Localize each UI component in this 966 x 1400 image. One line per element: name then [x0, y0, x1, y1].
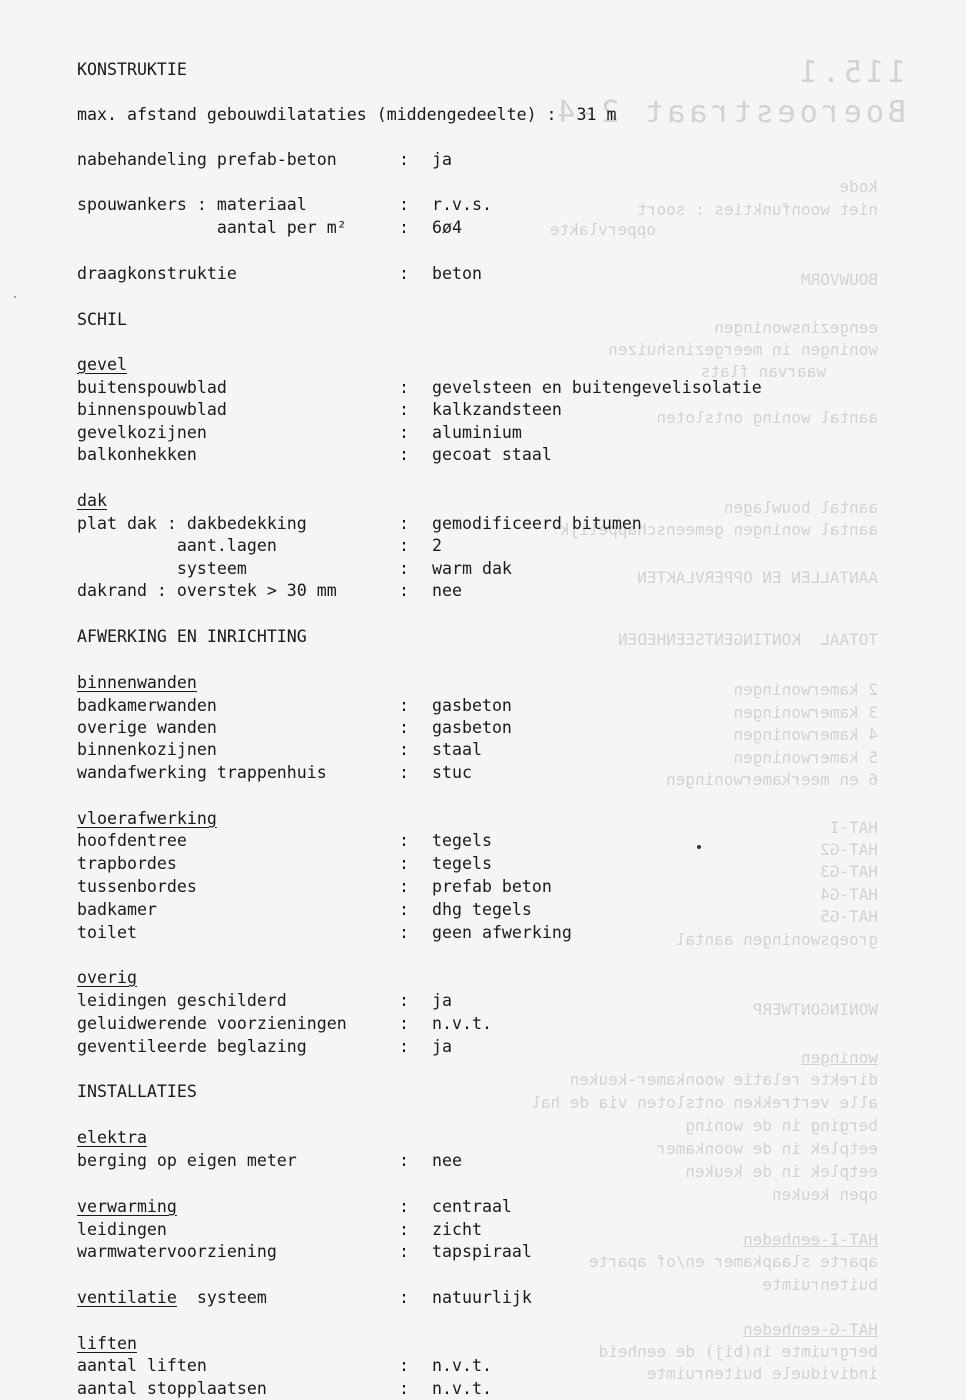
spec-label: buitenspouwblad: [77, 378, 227, 397]
spec-label: toilet: [77, 923, 137, 942]
ghost-text: HAT-G-eenheden: [743, 1320, 878, 1339]
ghost-text: aantal woningen gemeenschappelijk: [560, 520, 878, 539]
spec-value: kalkzandsteen: [432, 400, 562, 419]
spec-row: [77, 1379, 957, 1399]
spec-label: aantal per m²: [77, 218, 347, 237]
spec-label: berging op eigen meter: [77, 1151, 297, 1170]
spec-label: binnenspouwblad: [77, 400, 227, 419]
spec-colon: :: [399, 559, 409, 578]
spec-colon: :: [399, 718, 409, 737]
spec-label: leidingen: [77, 1220, 167, 1239]
subheading-label: liften: [77, 1334, 137, 1353]
spec-value: warm dak: [432, 559, 512, 578]
spec-row: [77, 1151, 957, 1171]
ghost-text: HAT-G2: [820, 840, 878, 859]
spec-row: [77, 900, 957, 920]
spec-row: [77, 877, 957, 897]
spec-label: spouwankers : materiaal: [77, 195, 307, 214]
spec-label: draagkonstruktie: [77, 264, 237, 283]
section-heading: [77, 310, 957, 330]
ghost-text: Boeroestraat 2-4: [553, 95, 906, 130]
spec-label: geluidwerende voorzieningen: [77, 1014, 347, 1033]
spec-row: [77, 559, 957, 579]
spec-value: prefab beton: [432, 877, 552, 896]
spec-value: zicht: [432, 1220, 482, 1239]
spec-label: trapbordes: [77, 854, 177, 873]
spec-row: [77, 218, 957, 238]
subsection-heading: [77, 355, 957, 375]
spec-value: gemodificeerd bitumen: [432, 514, 642, 533]
ghost-text: buitenruimte: [762, 1275, 878, 1294]
spec-value: tegels: [432, 831, 492, 850]
spec-value: dhg tegels: [432, 900, 532, 919]
spec-value: gevelsteen en buitengevelisolatie: [432, 378, 762, 397]
ghost-text: eetplek in de woonkamer: [656, 1139, 878, 1158]
spec-row: [77, 581, 957, 601]
ghost-text: aparte slaapkamer en/of aparte: [589, 1252, 878, 1271]
spec-text: max. afstand gebouwdilataties (middengedeelte) : 31 m: [77, 105, 617, 124]
ghost-text: HAT-G5: [820, 907, 878, 926]
spec-row: [77, 718, 957, 738]
spec-label: tussenbordes: [77, 877, 197, 896]
spec-colon: :: [399, 536, 409, 555]
spec-label: aantal stopplaatsen: [77, 1379, 267, 1398]
spec-row: [77, 763, 957, 783]
spec-value: geen afwerking: [432, 923, 572, 942]
ghost-text: BOUWVORM: [800, 270, 878, 289]
speck-mark: [697, 845, 701, 849]
ghost-text: aantal woning ontsloten: [656, 408, 878, 427]
ghost-text: woningen in meergezinshuizen: [608, 340, 878, 359]
spec-colon: :: [399, 763, 409, 782]
subsection-heading: [77, 809, 957, 829]
spec-value: 2: [432, 536, 442, 555]
spec-label: systeem: [77, 559, 247, 578]
spec-colon: :: [399, 423, 409, 442]
spec-row: [77, 514, 957, 534]
spec-text-line: [77, 105, 957, 125]
spec-label: binnenkozijnen: [77, 740, 217, 759]
spec-colon: :: [399, 740, 409, 759]
spec-colon: :: [399, 1220, 409, 1239]
spec-colon: :: [399, 218, 409, 237]
subheading-label: dak: [77, 491, 107, 510]
spec-label: nabehandeling prefab-beton: [77, 150, 337, 169]
spec-value: tapspiraal: [432, 1242, 532, 1261]
spec-value: stuc: [432, 763, 472, 782]
spec-row: [77, 1242, 957, 1262]
spec-label: badkamerwanden: [77, 696, 217, 715]
spec-value: n.v.t.: [432, 1379, 492, 1398]
spec-colon: :: [399, 1356, 409, 1375]
spec-row: [77, 1356, 957, 1376]
spec-row: [77, 400, 957, 420]
ghost-text: eengezinswoningen: [714, 318, 878, 337]
spec-value: ja: [432, 1037, 452, 1056]
spec-colon: :: [399, 1014, 409, 1033]
spec-label: plat dak : dakbedekking: [77, 514, 307, 533]
spec-colon: :: [399, 991, 409, 1010]
ghost-text: kode: [839, 177, 878, 196]
ghost-text: 6 en meerkamerwoningen: [666, 770, 878, 789]
spec-colon: :: [399, 1037, 409, 1056]
spec-value: 6ø4: [432, 218, 462, 237]
spec-row: [77, 854, 957, 874]
spec-value: r.v.s.: [432, 195, 492, 214]
spec-colon: :: [399, 1197, 409, 1216]
ghost-text: woningen: [800, 1048, 878, 1067]
spec-value: beton: [432, 264, 482, 283]
heading-label: KONSTRUKTIE: [77, 60, 187, 79]
ghost-text: 3 kamerwoningen: [733, 703, 878, 722]
spec-row: [77, 445, 957, 465]
ghost-text: TOTAAL KONTINGENTSEENHEDEN: [617, 630, 878, 649]
spec-row: [77, 1197, 957, 1217]
spec-colon: :: [399, 514, 409, 533]
spec-colon: :: [399, 581, 409, 600]
spec-value: n.v.t.: [432, 1014, 492, 1033]
spec-label: hoofdentree: [77, 831, 187, 850]
spec-row: [77, 740, 957, 760]
ghost-text: HAT-G3: [820, 862, 878, 881]
spec-colon: :: [399, 696, 409, 715]
spec-row: [77, 1014, 957, 1034]
spec-value: tegels: [432, 854, 492, 873]
ghost-text: groepswoningen aantal: [675, 930, 878, 949]
spec-row: [77, 831, 957, 851]
spec-colon: :: [399, 923, 409, 942]
spec-row: [77, 1288, 957, 1308]
spec-value: gasbeton: [432, 696, 512, 715]
subheading-label: gevel: [77, 355, 127, 374]
spec-value: gasbeton: [432, 718, 512, 737]
spec-colon: :: [399, 1288, 409, 1307]
ghost-text: HAT-I: [829, 818, 878, 837]
spec-colon: :: [399, 400, 409, 419]
heading-label: SCHIL: [77, 310, 127, 329]
spec-label: aantal liften: [77, 1356, 207, 1375]
spec-colon: :: [399, 150, 409, 169]
subsection-heading: [77, 1128, 957, 1148]
section-heading: [77, 627, 957, 647]
spec-value: n.v.t.: [432, 1356, 492, 1375]
spec-colon: :: [399, 195, 409, 214]
spec-row: [77, 991, 957, 1011]
spec-colon: :: [399, 264, 409, 283]
spec-value: aluminium: [432, 423, 522, 442]
ghost-text: WONINGONTWERP: [752, 1000, 878, 1019]
section-heading: [77, 60, 957, 80]
subsection-heading: [77, 1334, 957, 1354]
subsection-heading: [77, 491, 957, 511]
spec-label: verwarming: [77, 1197, 177, 1216]
spec-row: [77, 696, 957, 716]
ghost-text: berging in de woning: [685, 1116, 878, 1135]
ghost-text: waarvan flats: [700, 362, 826, 381]
spec-row: [77, 923, 957, 943]
spec-value: natuurlijk: [432, 1288, 532, 1307]
spec-value: centraal: [432, 1197, 512, 1216]
heading-label: INSTALLATIES: [77, 1082, 197, 1101]
spec-colon: :: [399, 378, 409, 397]
subheading-label: elektra: [77, 1128, 147, 1147]
spec-label-suffix: systeem: [176, 1288, 267, 1307]
spec-value: nee: [432, 581, 462, 600]
spec-value: staal: [432, 740, 482, 759]
spec-label: gevelkozijnen: [77, 423, 207, 442]
spec-colon: :: [399, 854, 409, 873]
subheading-label: overig: [77, 968, 137, 987]
spec-value: nee: [432, 1151, 462, 1170]
spec-row: [77, 264, 957, 284]
spec-value: ja: [432, 150, 452, 169]
spec-label: leidingen geschilderd: [77, 991, 287, 1010]
ghost-text: open keuken: [772, 1185, 878, 1204]
heading-label: AFWERKING EN INRICHTING: [77, 627, 307, 646]
ghost-text: 2 kamerwoningen: [733, 680, 878, 699]
spec-label: aant.lagen: [77, 536, 277, 555]
ghost-text: HAT-I-eenheden: [743, 1230, 878, 1249]
ghost-text: bergruimte in(bij) de eenheid: [598, 1342, 878, 1361]
ghost-text: AANTALLEN EN OPPERVLAKTEN: [637, 568, 878, 587]
spec-label: ventilatie: [77, 1288, 177, 1307]
spec-colon: :: [399, 445, 409, 464]
subsection-heading: [77, 968, 957, 988]
ghost-text: 115.1: [795, 55, 906, 90]
spec-colon: :: [399, 877, 409, 896]
spec-label: overige wanden: [77, 718, 217, 737]
spec-row: [77, 536, 957, 556]
spec-label: geventileerde beglazing: [77, 1037, 307, 1056]
spec-colon: :: [399, 900, 409, 919]
spec-row: [77, 1037, 957, 1057]
subsection-heading: [77, 673, 957, 693]
ghost-text: HAT-G4: [820, 885, 878, 904]
subheading-label: binnenwanden: [77, 673, 197, 692]
spec-label: wandafwerking trappenhuis: [77, 763, 327, 782]
spec-colon: :: [399, 1379, 409, 1398]
spec-colon: :: [399, 1151, 409, 1170]
spec-value: gecoat staal: [432, 445, 552, 464]
ghost-text: alle vertrekken ontsloten via de hal: [531, 1093, 878, 1112]
spec-row: [77, 423, 957, 443]
section-heading: [77, 1082, 957, 1102]
ghost-text: niet woonfunkties : soort: [637, 200, 878, 219]
spec-label: dakrand : overstek > 30 mm: [77, 581, 337, 600]
spec-row: [77, 150, 957, 170]
spec-label: balkonhekken: [77, 445, 197, 464]
subheading-label: vloerafwerking: [77, 809, 217, 828]
spec-colon: :: [399, 831, 409, 850]
ghost-text: direkte relatie woonkamer-keuken: [569, 1070, 878, 1089]
ghost-text: individuele buitenruimte: [646, 1364, 878, 1383]
spec-label: warmwatervoorziening: [77, 1242, 277, 1261]
ghost-text: eetplek in de keuken: [685, 1162, 878, 1181]
ghost-text: oppervlakte: [550, 220, 656, 239]
spec-row: [77, 195, 957, 215]
spec-row: [77, 378, 957, 398]
speck-mark-left: [14, 296, 16, 298]
spec-row: [77, 1220, 957, 1240]
spec-colon: :: [399, 1242, 409, 1261]
ghost-text: aantal bouwlagen: [723, 498, 878, 517]
spec-value: ja: [432, 991, 452, 1010]
ghost-text: 5 kamerwoningen: [733, 748, 878, 767]
spec-label: badkamer: [77, 900, 157, 919]
ghost-text: 4 kamerwoningen: [733, 725, 878, 744]
